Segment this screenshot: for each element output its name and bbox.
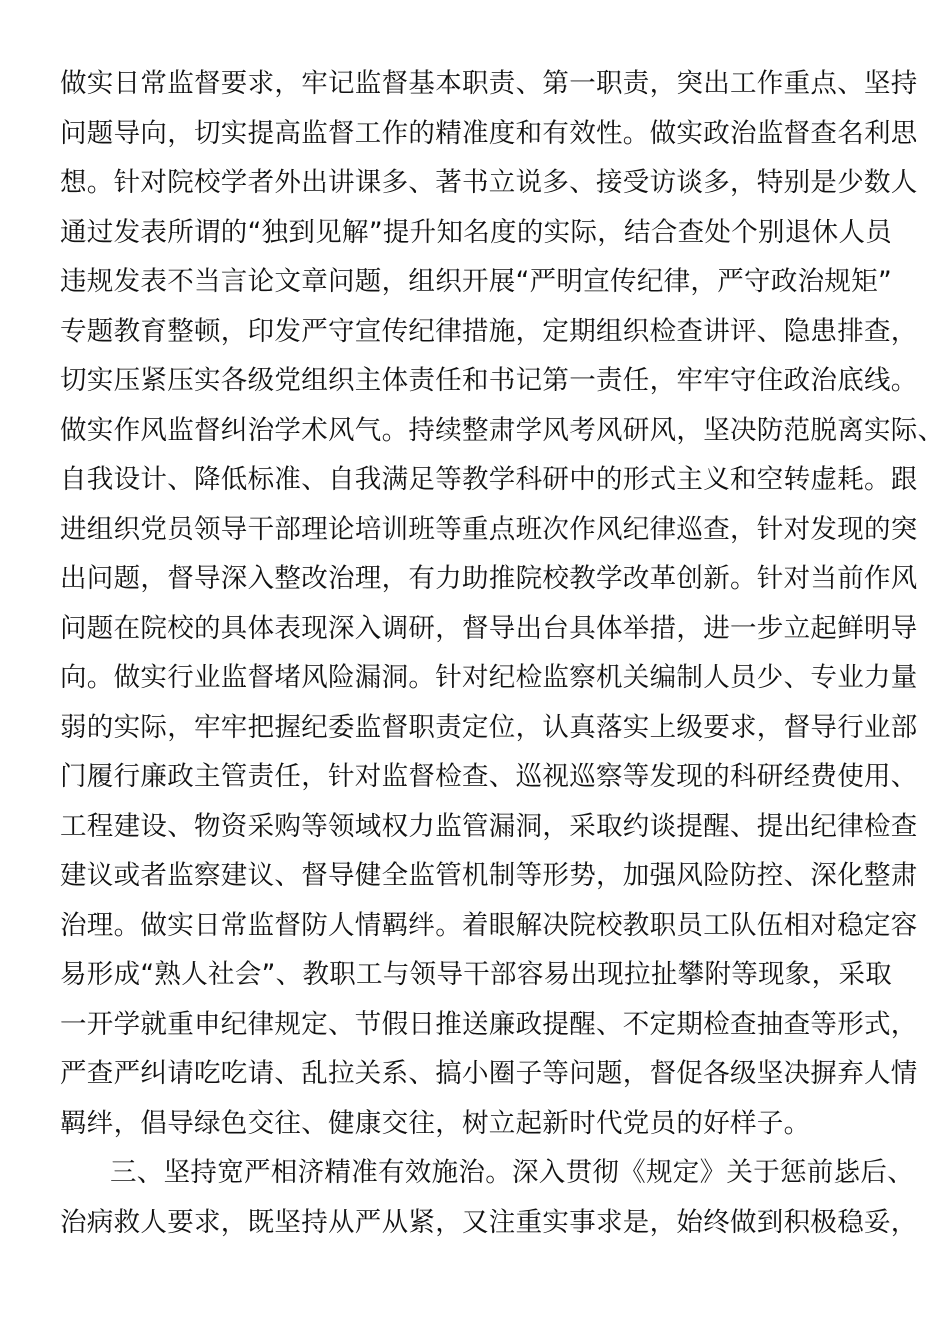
section-heading-line: 三、坚持宽严相济精准有效施治。深入贯彻《规定》关于惩前毖后、 (110, 1157, 914, 1188)
text-line: 做实作风监督纠治学术风气。持续整肃学风考风研风，坚决防范脱离实际、 (60, 414, 945, 446)
text-line: 进组织党员领导干部理论培训班等重点班次作风纪律巡查，针对发现的突 (60, 513, 918, 545)
text-line: 向。做实行业监督堵风险漏洞。针对纪检监察机关编制人员少、专业力量 (60, 662, 918, 693)
text-line: 想。针对院校学者外出讲课多、著书立说多、接受访谈多，特别是少数人 (60, 167, 918, 198)
text-line: 严查严纠请吃吃请、乱拉关系、搞小圈子等问题，督促各级坚决摒弃人情 (60, 1058, 918, 1089)
text-line: 出问题，督导深入整改治理，有力助推院校教学改革创新。针对当前作风 (60, 563, 918, 594)
text-line: 一开学就重申纪律规定、节假日推送廉政提醒、不定期检查抽查等形式， (60, 1008, 918, 1040)
text-line: 自我设计、降低标准、自我满足等教学科研中的形式主义和空转虚耗。跟 (60, 464, 918, 495)
text-line: 治病救人要求，既坚持从严从紧，又注重实事求是，始终做到积极稳妥， (60, 1206, 918, 1238)
text-line: 违规发表不当言论文章问题，组织开展“严明宣传纪律，严守政治规矩” (60, 266, 893, 297)
text-line: 工程建设、物资采购等领域权力监管漏洞，采取约谈提醒、提出纪律检查 (60, 810, 918, 842)
text-line: 问题在院校的具体表现深入调研，督导出台具体举措，进一步立起鲜明导 (60, 612, 918, 644)
text-line: 建议或者监察建议、督导健全监管机制等形势，加强风险防控、深化整肃 (60, 860, 918, 891)
text-line: 专题教育整顿，印发严守宣传纪律措施，定期组织检查讲评、隐患排查， (60, 315, 918, 347)
text-line: 切实压紧压实各级党组织主体责任和书记第一责任，牢牢守住政治底线。 (60, 365, 918, 396)
text-line: 门履行廉政主管责任，针对监督检查、巡视巡察等发现的科研经费使用、 (60, 761, 918, 792)
text-line: 羁绊，倡导绿色交往、健康交往，树立起新时代党员的好样子。 (60, 1107, 811, 1139)
text-line: 通过发表所谓的“独到见解”提升知名度的实际，结合查处个别退休人员 (60, 216, 893, 248)
text-line: 问题导向，切实提高监督工作的精准度和有效性。做实政治监督查名利思 (60, 117, 918, 149)
text-line: 易形成“熟人社会”、教职工与领导干部容易出现拉扯攀附等现象，采取 (60, 959, 893, 990)
text-line: 做实日常监督要求，牢记监督基本职责、第一职责，突出工作重点、坚持 (60, 68, 918, 99)
text-line: 治理。做实日常监督防人情羁绊。着眼解决院校教职员工队伍相对稳定容 (60, 909, 918, 941)
text-line: 弱的实际，牢牢把握纪委监督职责定位，认真落实上级要求，督导行业部 (60, 711, 918, 743)
